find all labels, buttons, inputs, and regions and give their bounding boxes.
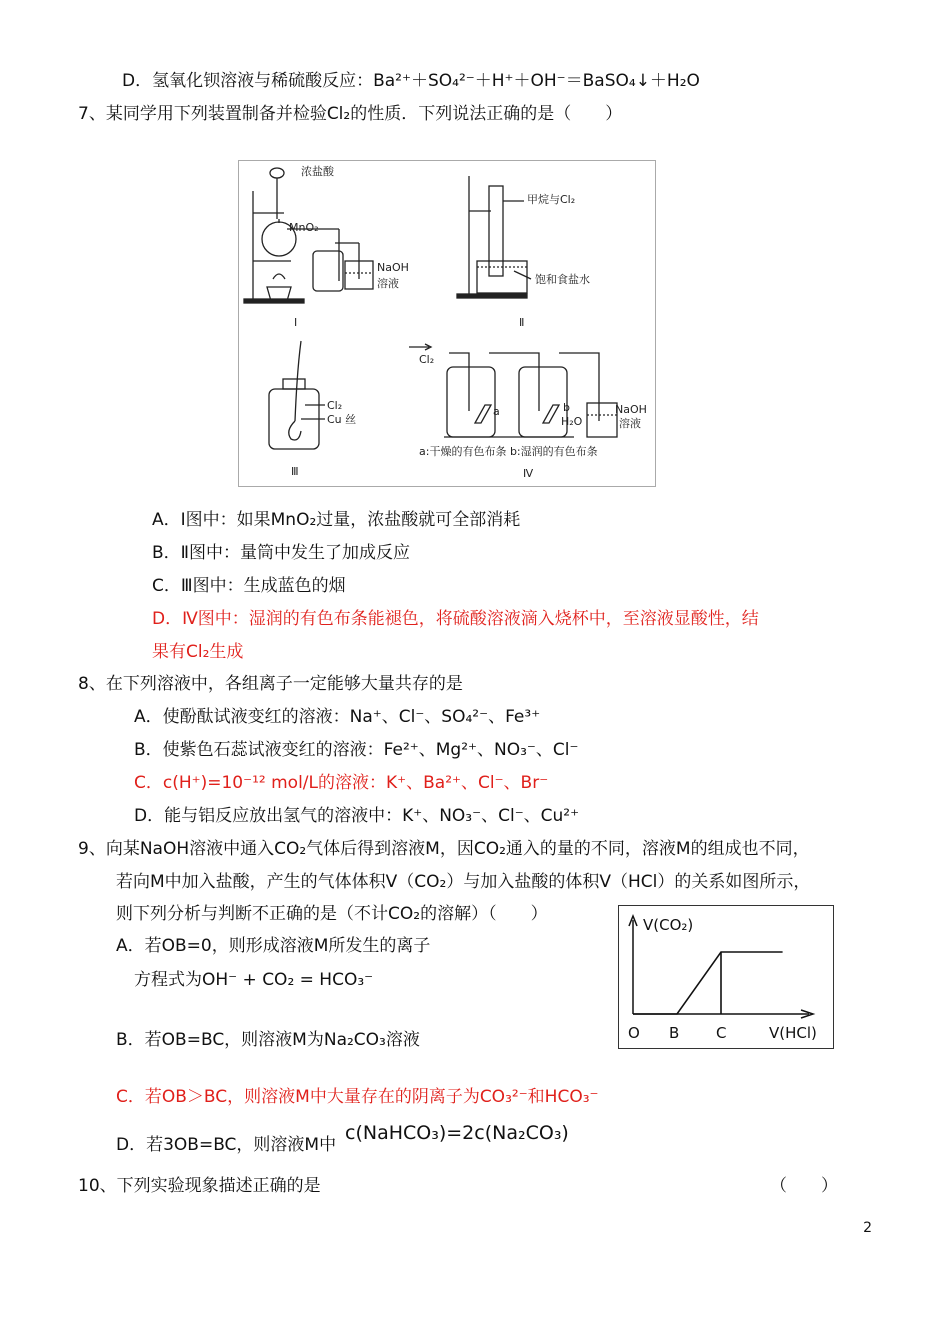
roman-4: Ⅳ: [523, 467, 534, 480]
q7-option-b: B．Ⅱ图中：量筒中发生了加成反应: [152, 543, 411, 563]
q9-option-b: B．若OB=BC，则溶液M为Na₂CO₃溶液: [116, 1030, 420, 1050]
q8-stem: 8、在下列溶液中，各组离子一定能够大量共存的是: [78, 674, 463, 694]
q8-option-d: D．能与铝反应放出氢气的溶液中：K⁺、NO₃⁻、Cl⁻、Cu²⁺: [134, 806, 580, 826]
label-a: a: [493, 405, 500, 418]
label-mno2: MnO₂: [289, 221, 319, 234]
roman-3: Ⅲ: [291, 465, 299, 478]
apparatus-3: [269, 341, 325, 449]
q7-apparatus-figure: [238, 160, 656, 487]
q8-option-b: B．使紫色石蕊试液变红的溶液：Fe²⁺、Mg²⁺、NO₃⁻、Cl⁻: [134, 740, 579, 760]
label-naoh-1: NaOH: [377, 261, 409, 274]
label-cu-wire: Cu 丝: [327, 413, 357, 426]
q7-option-d-line2: 果有Cl₂生成: [152, 642, 244, 662]
label-solution-1: 溶液: [377, 277, 399, 290]
page-number: 2: [863, 1220, 872, 1236]
q7-option-d-line1: D．Ⅳ图中：湿润的有色布条能褪色，将硫酸溶液滴入烧杯中，至溶液显酸性，结: [152, 609, 759, 629]
label-h2o: H₂O: [561, 415, 583, 428]
q7-stem: 7、某同学用下列装置制备并检验Cl₂的性质．下列说法正确的是（ ）: [78, 104, 623, 124]
series-line: [633, 952, 783, 1014]
label-b: b: [563, 401, 570, 414]
q9-stem-3: 则下列分析与判断不正确的是（不计CO₂的溶解）（ ）: [116, 904, 548, 924]
apparatus-1: [244, 168, 373, 303]
q9-stem-1: 9、向某NaOH溶液中通入CO₂气体后得到溶液M，因CO₂通入的量的不同，溶液M的组成也不同，: [78, 839, 810, 859]
label-naoh-2: NaOH: [615, 403, 647, 416]
label-cl2-iii: Cl₂: [327, 399, 343, 412]
y-axis-label: V(CO₂): [643, 916, 694, 934]
apparatus-4: [409, 344, 617, 437]
q6-option-d: D．氢氧化钡溶液与稀硫酸反应：Ba²⁺＋SO₄²⁻＋H⁺＋OH⁻＝BaSO₄↓＋H₂O: [122, 71, 700, 91]
q9-option-a-2: 方程式为OH⁻ + CO₂ = HCO₃⁻: [134, 970, 374, 990]
caption-iv: a:干燥的有色布条 b:湿润的有色布条: [419, 445, 598, 458]
q7-option-c: C．Ⅲ图中：生成蓝色的烟: [152, 576, 346, 596]
q9-option-c: C．若OB＞BC，则溶液M中大量存在的阴离子为CO₃²⁻和HCO₃⁻: [116, 1087, 599, 1107]
q9-option-d: D．若3OB=BC，则溶液M中: [116, 1135, 337, 1155]
label-conc-hcl: 浓盐酸: [301, 165, 334, 178]
q9-stem-2: 若向M中加入盐酸，产生的气体体积V（CO₂）与加入盐酸的体积V（HCl）的关系如图所示，: [116, 872, 811, 892]
label-methane-cl2: 甲烷与Cl₂: [527, 193, 576, 206]
q9-option-a-1: A．若OB=0，则形成溶液M所发生的离子: [116, 936, 431, 956]
q8-option-c: C．c(H⁺)=10⁻¹² mol/L的溶液：K⁺、Ba²⁺、Cl⁻、Br⁻: [134, 773, 549, 793]
q8-option-a: A．使酚酞试液变红的溶液：Na⁺、Cl⁻、SO₄²⁻、Fe³⁺: [134, 707, 541, 727]
q10-answer-paren: （ ）: [770, 1176, 838, 1196]
q10-stem: 10、下列实验现象描述正确的是: [78, 1176, 321, 1196]
q7-option-a: A．Ⅰ图中：如果MnO₂过量，浓盐酸就可全部消耗: [152, 510, 521, 530]
tick-label-c: C: [716, 1024, 727, 1042]
q9-chart: [618, 905, 834, 1049]
roman-1: Ⅰ: [294, 316, 298, 329]
tick-label-b: B: [669, 1024, 680, 1042]
q9-option-d-equation: c(NaHCO₃)=2c(Na₂CO₃): [345, 1122, 569, 1144]
label-brine: 饱和食盐水: [535, 273, 590, 286]
roman-2: Ⅱ: [519, 316, 525, 329]
x-axis-label: V(HCl): [769, 1024, 817, 1042]
tick-label-o: O: [628, 1024, 640, 1042]
label-cl2-iv: Cl₂: [419, 353, 435, 366]
apparatus-2: [457, 176, 531, 298]
label-solution-2: 溶液: [619, 417, 641, 430]
